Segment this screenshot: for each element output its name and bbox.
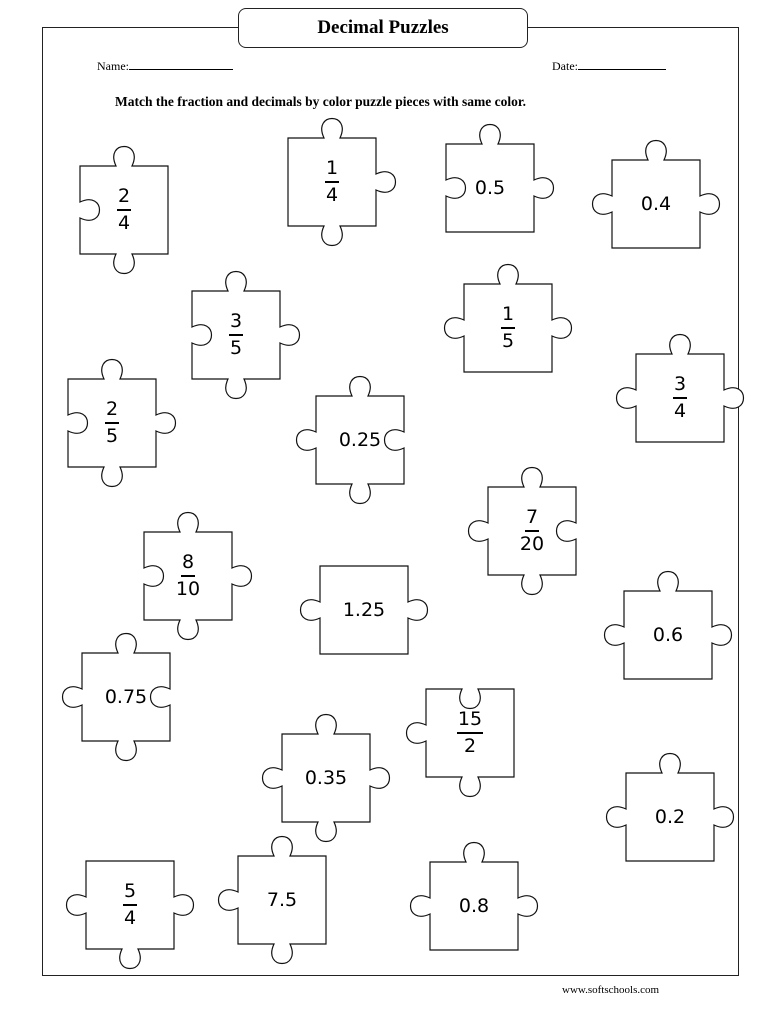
puzzle-piece [47, 358, 177, 488]
fraction-label [467, 466, 597, 596]
numerator: 2 [105, 400, 119, 424]
numerator: 3 [229, 312, 243, 336]
denominator: 4 [325, 184, 339, 206]
fraction [176, 553, 200, 599]
name-blank-line[interactable] [129, 58, 233, 70]
numerator: 2 [117, 187, 131, 211]
puzzle-piece [65, 840, 195, 970]
name-label: Name: [97, 59, 129, 73]
denominator: 5 [105, 425, 119, 447]
decimal-label: 1.25 [342, 599, 386, 621]
fraction-label [615, 333, 745, 463]
date-field[interactable] [552, 58, 666, 74]
puzzle-piece [217, 835, 347, 965]
fraction [501, 305, 515, 351]
numerator: 5 [123, 882, 137, 906]
denominator: 20 [519, 533, 545, 555]
puzzle-piece [299, 545, 429, 675]
date-label: Date: [552, 59, 578, 73]
decimal-label: 0.5 [474, 177, 506, 199]
date-blank-line[interactable] [578, 58, 666, 70]
fraction [117, 187, 131, 233]
numerator: 1 [501, 305, 515, 329]
denominator: 5 [229, 337, 243, 359]
puzzle-piece [261, 713, 391, 843]
decimal-label: 0.8 [458, 895, 490, 917]
puzzle-piece [603, 570, 733, 700]
decimal-label: 7.5 [266, 889, 298, 911]
fraction-label [405, 668, 535, 798]
denominator: 5 [501, 330, 515, 352]
denominator: 4 [673, 400, 687, 422]
fraction [325, 159, 339, 205]
decimal-label: 0.35 [304, 767, 348, 789]
instructions-text: Match the fraction and decimals by color puzzle pieces with same color. [115, 94, 526, 109]
numerator: 8 [181, 553, 195, 577]
puzzle-piece [123, 511, 253, 641]
numerator: 15 [457, 710, 483, 734]
puzzle-piece [591, 139, 721, 269]
fraction-label [171, 270, 301, 400]
fraction [123, 882, 137, 928]
denominator: 2 [463, 735, 477, 757]
puzzle-piece [171, 270, 301, 400]
numerator: 7 [525, 508, 539, 532]
fraction [457, 710, 483, 756]
puzzle-piece [443, 263, 573, 393]
puzzle-piece [409, 841, 539, 971]
puzzle-piece [61, 632, 191, 762]
puzzle-piece [295, 375, 425, 505]
decimal-label: 0.25 [338, 429, 382, 451]
fraction-label [123, 511, 253, 641]
fraction [229, 312, 243, 358]
puzzle-piece [425, 123, 555, 253]
footer-url: www.softschools.com [562, 984, 660, 996]
numerator: 1 [325, 159, 339, 183]
denominator: 4 [123, 907, 137, 929]
puzzle-piece [615, 333, 745, 463]
puzzle-piece [467, 466, 597, 596]
fraction [520, 508, 544, 554]
denominator: 4 [117, 212, 131, 234]
puzzle-piece [605, 752, 735, 882]
numerator: 3 [673, 375, 687, 399]
fraction-label [59, 145, 189, 275]
puzzle-piece [59, 145, 189, 275]
fraction-label [47, 358, 177, 488]
fraction [673, 375, 687, 421]
fraction-label [267, 117, 397, 247]
decimal-label: 0.2 [654, 806, 686, 828]
puzzle-piece [405, 668, 535, 798]
fraction-label [443, 263, 573, 393]
decimal-label: 0.75 [104, 686, 148, 708]
denominator: 10 [175, 578, 201, 600]
fraction [105, 400, 119, 446]
page-title: Decimal Puzzles [238, 8, 528, 48]
fraction-label [65, 840, 195, 970]
puzzle-piece [267, 117, 397, 247]
decimal-label: 0.4 [640, 193, 672, 215]
decimal-label: 0.6 [652, 624, 684, 646]
name-field[interactable] [97, 58, 233, 74]
